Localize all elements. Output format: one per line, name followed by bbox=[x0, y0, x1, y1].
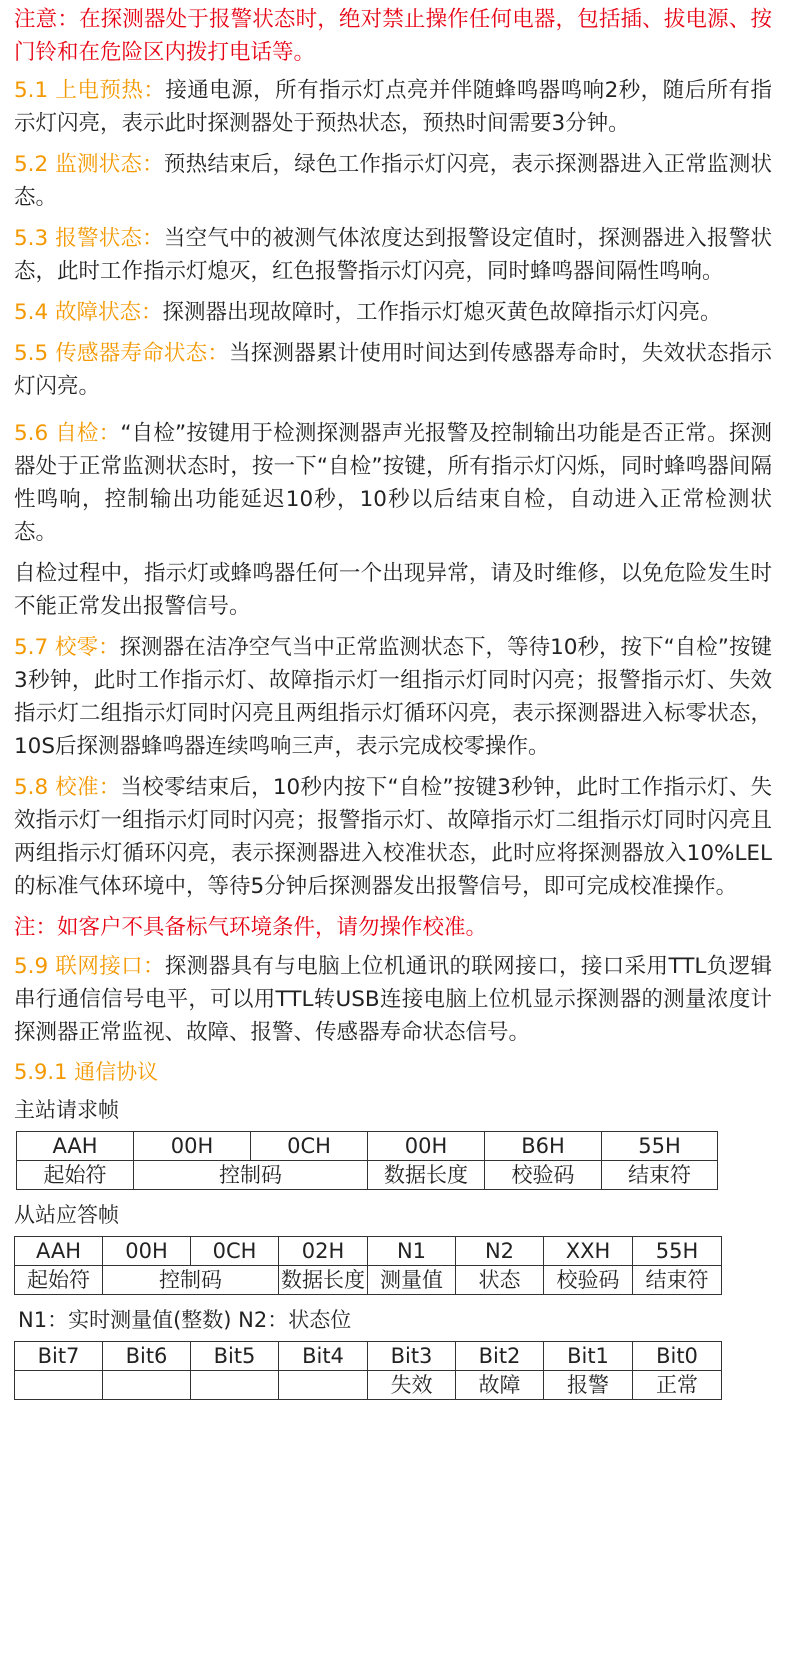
table-cell bbox=[191, 1371, 279, 1400]
section-5-3 bbox=[14, 222, 772, 288]
table-cell: XXH bbox=[544, 1237, 633, 1266]
table-cell: 02H bbox=[279, 1237, 368, 1266]
section-5-5 bbox=[14, 337, 772, 403]
table-row bbox=[15, 1237, 722, 1266]
table-cell: 报警 bbox=[544, 1371, 633, 1400]
table-cell: Bit1 bbox=[544, 1342, 633, 1371]
section-heading: 5.1 上电预热： bbox=[14, 78, 166, 103]
section-body: 当空气中的被测气体浓度达到报警设定值时，探测器进入报警状态，此时工作指示灯熄灭，红色报警指示灯闪亮，同时蜂鸣器间隔性鸣响。 bbox=[14, 226, 772, 284]
table-cell bbox=[279, 1371, 368, 1400]
slave-frame-caption: 从站应答帧 bbox=[14, 1203, 119, 1227]
selftest-note: 自检过程中，指示灯或蜂鸣器任何一个出现异常，请及时维修，以免危险发生时不能正常发出报警信号。 bbox=[14, 561, 772, 619]
table-cell: 0CH bbox=[191, 1237, 279, 1266]
section-body: 探测器在洁净空气当中正常监测状态下，等待10秒，按下“自检”按键3秒钟，此时工作指示灯、故障指示灯一组指示灯同时闪亮；报警指示灯、失效指示灯二组指示灯同时闪亮且两组指示灯循环闪亮，表示探测器进入标零状态，10S后探测器蜂鸣器连续鸣响三声，表示完成校零操作。 bbox=[14, 635, 772, 759]
table-cell: Bit7 bbox=[15, 1342, 103, 1371]
table-cell: Bit5 bbox=[191, 1342, 279, 1371]
master-request-table bbox=[16, 1131, 718, 1190]
section-5-4 bbox=[14, 296, 772, 329]
table-row bbox=[17, 1161, 718, 1190]
section-body: “自检”按键用于检测探测器声光报警及控制输出功能是否正常。探测器处于正常监测状态时，按一下“自检”按键，所有指示灯闪烁，同时蜂鸣器间隔性鸣响，控制输出功能延迟10秒，10秒以后结束自检，自动进入正常检测状态。 bbox=[14, 421, 773, 545]
calibration-note: 注：如客户不具备标气环境条件，请勿操作校准。 bbox=[14, 915, 488, 940]
master-frame-caption: 主站请求帧 bbox=[14, 1098, 119, 1122]
table-cell: 测量值 bbox=[368, 1266, 456, 1295]
warning-paragraph: 注意：在探测器处于报警状态时，绝对禁止操作任何电器，包括插、拔电源、按门铃和在危险区内拨打电话等。 bbox=[14, 7, 772, 65]
section-heading: 5.4 故障状态： bbox=[14, 300, 163, 325]
table-cell: Bit0 bbox=[633, 1342, 722, 1371]
table-row bbox=[15, 1266, 722, 1295]
status-bits-note: N1：实时测量值(整数) N2：状态位 bbox=[18, 1308, 352, 1332]
section-body: 探测器出现故障时，工作指示灯熄灭黄色故障指示灯闪亮。 bbox=[162, 300, 722, 325]
table-cell: 状态 bbox=[456, 1266, 544, 1295]
table-cell: AAH bbox=[17, 1132, 134, 1161]
table-row bbox=[15, 1342, 722, 1371]
table-cell: Bit3 bbox=[368, 1342, 456, 1371]
table-cell: 00H bbox=[368, 1132, 485, 1161]
section-heading: 5.6 自检： bbox=[14, 421, 121, 446]
status-bit-table bbox=[14, 1341, 722, 1400]
table-cell: 校验码 bbox=[544, 1266, 633, 1295]
slave-response-table bbox=[14, 1236, 722, 1295]
section-body: 预热结束后，绿色工作指示灯闪亮，表示探测器进入正常监测状态。 bbox=[14, 152, 772, 210]
table-cell: 00H bbox=[134, 1132, 251, 1161]
section-heading: 5.7 校零： bbox=[14, 635, 120, 660]
table-cell: 正常 bbox=[633, 1371, 722, 1400]
table-cell: Bit4 bbox=[279, 1342, 368, 1371]
table-cell: 控制码 bbox=[134, 1161, 368, 1190]
table-row bbox=[15, 1371, 722, 1400]
table-cell bbox=[103, 1371, 191, 1400]
table-cell: N1 bbox=[368, 1237, 456, 1266]
section-body: 探测器具有与电脑上位机通讯的联网接口，接口采用TTL负逻辑串行通信信号电平，可以用TTL转USB连接电脑上位机显示探测器的测量浓度计探测器正常监视、故障、报警、传感器寿命状态信号。 bbox=[14, 954, 772, 1045]
table-cell: 失效 bbox=[368, 1371, 456, 1400]
section-5-1 bbox=[14, 74, 772, 140]
table-row bbox=[17, 1132, 718, 1161]
table-cell: Bit6 bbox=[103, 1342, 191, 1371]
sections-group-2 bbox=[14, 631, 772, 903]
section-body: 接通电源，所有指示灯点亮并伴随蜂鸣器鸣响2秒，随后所有指示灯闪亮，表示此时探测器处于预热状态，预热时间需要3分钟。 bbox=[14, 78, 772, 136]
section-heading: 5.2 监测状态： bbox=[14, 152, 164, 177]
table-cell: Bit2 bbox=[456, 1342, 544, 1371]
section-5-7 bbox=[14, 631, 772, 763]
table-cell: 结束符 bbox=[633, 1266, 722, 1295]
table-cell: 55H bbox=[602, 1132, 718, 1161]
table-cell: 起始符 bbox=[15, 1266, 103, 1295]
section-heading: 5.9 联网接口： bbox=[14, 954, 165, 979]
table-cell: 结束符 bbox=[602, 1161, 718, 1190]
sections-group-1 bbox=[14, 74, 772, 549]
table-cell: 校验码 bbox=[485, 1161, 602, 1190]
table-cell: 55H bbox=[633, 1237, 722, 1266]
protocol-heading: 5.9.1 通信协议 bbox=[14, 1060, 159, 1084]
section-heading: 5.3 报警状态： bbox=[14, 226, 164, 251]
table-cell: 0CH bbox=[251, 1132, 368, 1161]
table-cell: N2 bbox=[456, 1237, 544, 1266]
table-cell: 数据长度 bbox=[368, 1161, 485, 1190]
table-cell: AAH bbox=[15, 1237, 103, 1266]
section-body: 当探测器累计使用时间达到传感器寿命时，失效状态指示灯闪亮。 bbox=[14, 341, 772, 399]
table-cell: 故障 bbox=[456, 1371, 544, 1400]
section-5-8 bbox=[14, 771, 772, 903]
table-cell: 数据长度 bbox=[279, 1266, 368, 1295]
table-cell: 00H bbox=[103, 1237, 191, 1266]
section-5-2 bbox=[14, 148, 772, 214]
section-5-9 bbox=[14, 950, 772, 1049]
table-cell bbox=[15, 1371, 103, 1400]
section-5-6 bbox=[14, 417, 772, 549]
section-heading: 5.8 校准： bbox=[14, 775, 121, 800]
section-heading: 5.5 传感器寿命状态： bbox=[14, 341, 230, 366]
table-cell: 起始符 bbox=[17, 1161, 134, 1190]
table-cell: 控制码 bbox=[103, 1266, 279, 1295]
table-cell: B6H bbox=[485, 1132, 602, 1161]
section-body: 当校零结束后，10秒内按下“自检”按键3秒钟，此时工作指示灯、失效指示灯一组指示灯同时闪亮；报警指示灯、故障指示灯二组指示灯同时闪亮且两组指示灯循环闪亮，表示探测器进入校准状态，此时应将探测器放入10%LEL的标准气体环境中，等待5分钟后探测器发出报警信号，即可完成校准操作。 bbox=[14, 775, 772, 899]
